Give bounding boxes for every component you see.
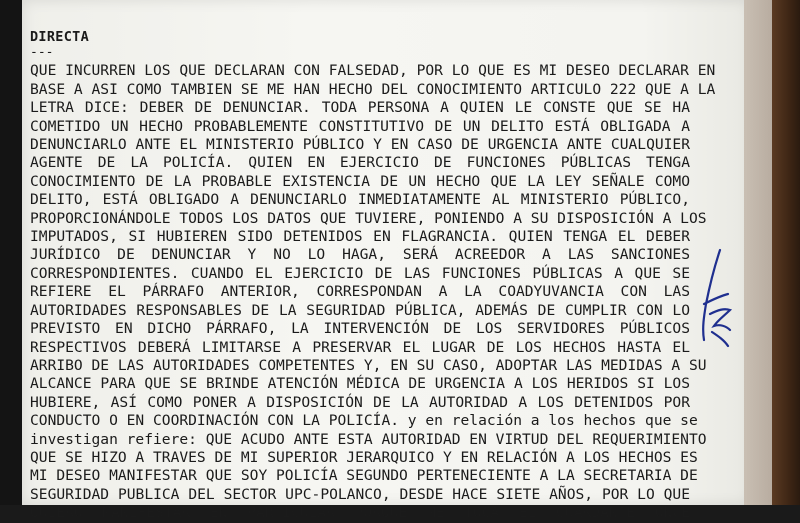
document-line: CONDUCTO O EN COORDINACIÓN CON LA POLICÍA. y en relación a los hechos que se — [30, 412, 698, 430]
document-line: REFIERE EL PÁRRAFO ANTERIOR, CORRESPONDAN A LA COADYUVANCIA CON LAS — [30, 283, 690, 301]
document-line: DENUNCIARLO ANTE EL MINISTERIO PÚBLICO Y EN CASO DE URGENCIA ANTE CUALQUIER — [30, 136, 690, 154]
document-line: LETRA DICE: DEBER DE DENUNCIAR. TODA PERSONA A QUIEN LE CONSTE QUE SE HA — [30, 99, 690, 117]
document-line: ARRIBO DE LAS AUTORIDADES COMPETENTES Y, EN SU CASO, ADOPTAR LAS MEDIDAS A SU — [30, 356, 707, 374]
document-line: DELITO, ESTÁ OBLIGADO A DENUNCIARLO INMEDIATAMENTE AL MINISTERIO PÚBLICO, — [30, 191, 690, 209]
document-line: BASE A ASI COMO TAMBIEN SE ME HAN HECHO DEL CONOCIMIENTO ARTICULO 222 QUE A LA — [30, 80, 716, 98]
document-line: AUTORIDADES RESPONSABLES DE LA SEGURIDAD PÚBLICA, ADEMÁS DE CUMPLIR CON LO — [30, 301, 690, 319]
document-line: QUE INCURREN LOS QUE DECLARAN CON FALSEDAD, POR LO QUE ES MI DESEO DECLARAR EN — [30, 62, 716, 80]
document-line: CONOCIMIENTO DE LA PROBABLE EXISTENCIA DE UN HECHO QUE LA LEY SEÑALE COMO — [30, 172, 690, 190]
document-line: COMETIDO UN HECHO PROBABLEMENTE CONSTITUTIVO DE UN DELITO ESTÁ OBLIGADA A — [30, 117, 690, 135]
document-body — [30, 28, 716, 523]
dash-separator: --- — [30, 45, 54, 61]
document-line: AGENTE DE LA POLICÍA. QUIEN EN EJERCICIO DE FUNCIONES PÚBLICAS TENGA — [30, 154, 690, 172]
document-line: PREVISTO EN DICHO PÁRRAFO, LA INTERVENCIÓN DE LOS SERVIDORES PÚBLICOS — [30, 320, 690, 338]
document-line: CORRESPONDIENTES. CUANDO EL EJERCICIO DE LAS FUNCIONES PÚBLICAS A QUE SE — [30, 264, 690, 282]
document-line: RESPECTIVOS DEBERÁ LIMITARSE A PRESERVAR EL LUGAR DE LOS HECHOS HASTA EL — [30, 338, 690, 356]
document-line: MI DESEO MANIFESTAR QUE SOY POLICÍA SEGUNDO PERTENECIENTE A LA SECRETARIA DE — [30, 467, 698, 485]
desk-background — [772, 0, 800, 505]
document-line: IMPUTADOS, SI HUBIEREN SIDO DETENIDOS EN FLAGRANCIA. QUIEN TENGA EL DEBER — [30, 228, 690, 246]
document-line: SEGURIDAD PUBLICA DEL SECTOR UPC-POLANCO, DESDE HACE SIETE AÑOS, POR LO QUE — [30, 485, 690, 503]
document-line: JURÍDICO DE DENUNCIAR Y NO LO HAGA, SERÁ ACREEDOR A LAS SANCIONES — [30, 246, 690, 264]
document-line: QUE SE HIZO A TRAVES DE MI SUPERIOR JERARQUICO Y EN RELACIÓN A LOS HECHOS ES — [30, 448, 698, 466]
document-line: PROPORCIONÁNDOLE TODOS LOS DATOS QUE TUVIERE, PONIENDO A SU DISPOSICIÓN A LOS — [30, 209, 707, 227]
document-line: investigan refiere: QUE ACUDO ANTE ESTA AUTORIDAD EN VIRTUD DEL REQUERIMIENTO — [30, 430, 707, 448]
document-line: HUBIERE, ASÍ COMO PONER A DISPOSICIÓN DE LA AUTORIDAD A LOS DETENIDOS POR — [30, 393, 690, 411]
document-line: QUIERO MANIFESTAR EN PARTICULAR PORQUE ME TOCA EL GUARDANTE ONCE — [30, 504, 690, 522]
page-stack-edge — [744, 0, 774, 505]
document-line: ALCANCE PARA QUE SE BRINDE ATENCIÓN MÉDICA DE URGENCIA A LOS HERIDOS SI LOS — [30, 375, 690, 393]
handwritten-signature — [690, 244, 738, 354]
document-lines — [30, 62, 716, 522]
document-header: DIRECTA — [30, 29, 89, 45]
